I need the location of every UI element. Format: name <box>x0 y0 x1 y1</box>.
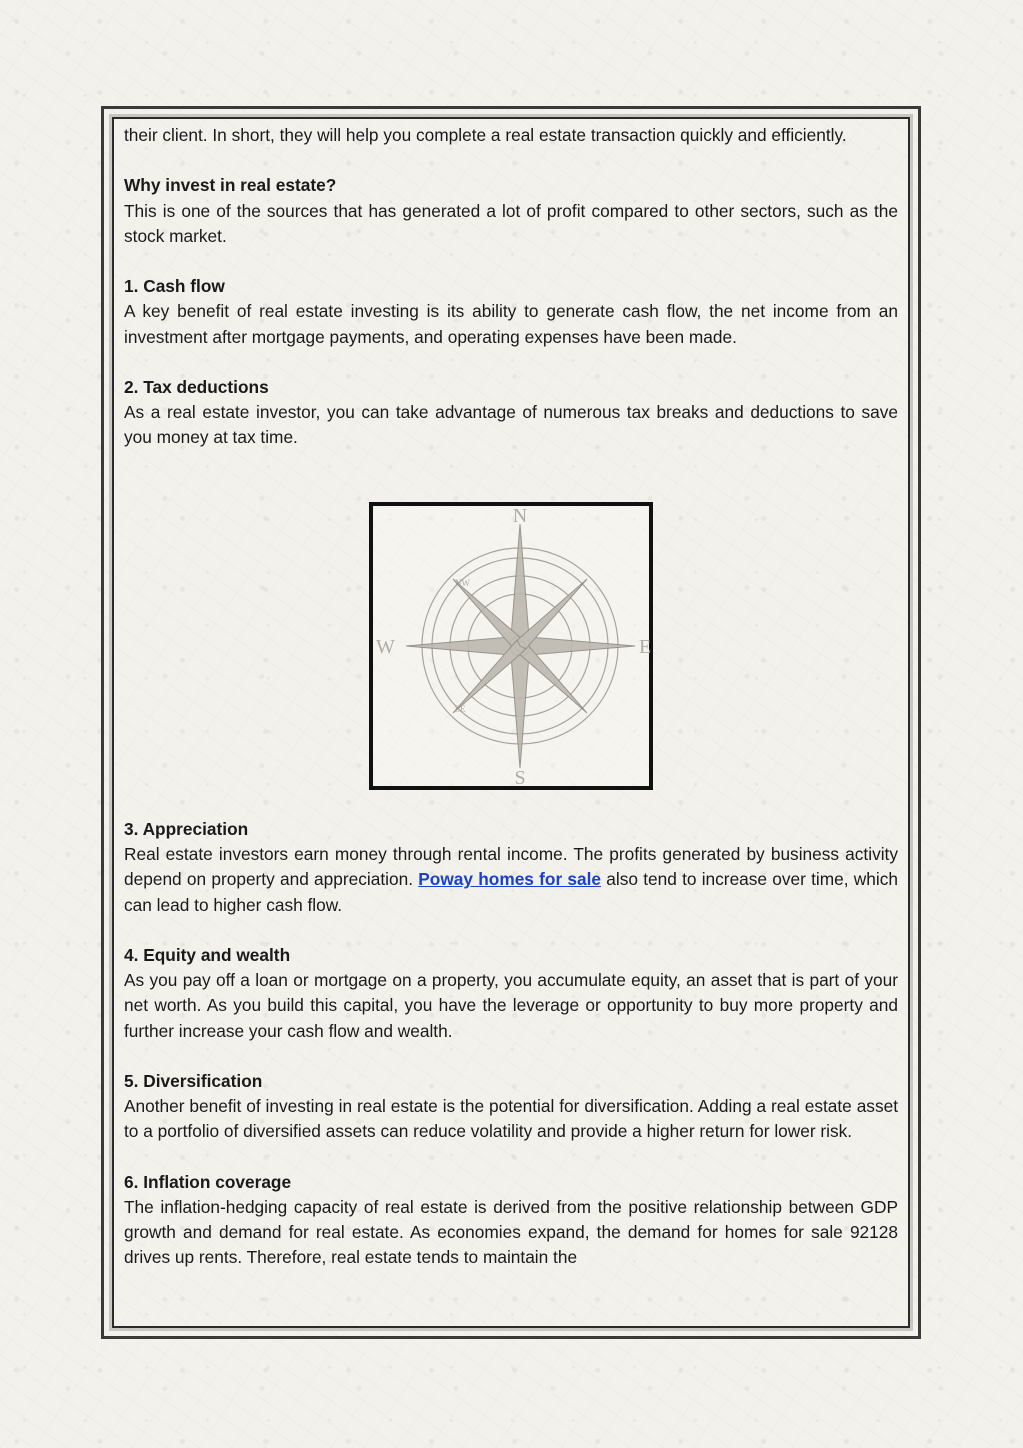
equity-paragraph: As you pay off a loan or mortgage on a property, you accumulate equity, an asset that is part of your net worth. As you build this capital, you have the leverage or opportunity to buy more property and further increase your cash flow and wealth. <box>124 970 898 1041</box>
inflation-paragraph: The inflation-hedging capacity of real estate is derived from the positive relationship between GDP growth and demand for real estate. As economies expand, the demand for homes for sale 92128 drives up rents. Therefore, real estate tends to maintain the <box>124 1197 898 1268</box>
tax-deductions-heading: 2. Tax deductions <box>124 376 269 397</box>
compass-letter-se: SE <box>455 704 466 714</box>
why-invest-paragraph: This is one of the sources that has generated a lot of profit compared to other sectors, such as the stock market. <box>124 200 898 246</box>
cash-flow-paragraph: A key benefit of real estate investing is its ability to generate cash flow, the net income from an investment after mortgage payments, and operating expenses have been made. <box>124 301 898 347</box>
appreciation-text-b: also tend to increase over time, which can lead to higher cash flow. <box>124 869 898 915</box>
compass-rose-icon <box>373 505 652 789</box>
why-invest-heading: Why invest in real estate? <box>124 175 337 196</box>
intro-paragraph: their client. In short, they will help you complete a real estate transaction quickly and efficiently. <box>124 125 847 145</box>
compass-letter-n: N <box>512 505 528 527</box>
inflation-heading: 6. Inflation coverage <box>124 1171 292 1192</box>
upper-text-block <box>124 123 898 451</box>
tax-deductions-paragraph: As a real estate investor, you can take advantage of numerous tax breaks and deductions to save you money at tax time. <box>124 402 898 448</box>
compass-letter-e: E <box>639 636 652 658</box>
appreciation-heading: 3. Appreciation <box>124 819 249 839</box>
appreciation-text-a: Real estate investors earn money through rental income. The profits generated by business activity depend on property and appreciation. <box>124 844 898 890</box>
poway-homes-link[interactable]: Poway homes for sale <box>418 869 602 890</box>
compass-rose-figure <box>369 502 653 790</box>
compass-letter-s: S <box>514 767 526 789</box>
compass-letter-w: W <box>376 636 395 658</box>
diversification-heading: 5. Diversification <box>124 1071 263 1091</box>
appreciation-paragraph <box>124 842 898 918</box>
equity-heading: 4. Equity and wealth <box>124 945 291 965</box>
lower-text-block <box>124 817 898 1271</box>
cash-flow-heading: 1. Cash flow <box>124 276 225 297</box>
compass-letter-nw: NW <box>455 578 470 588</box>
diversification-paragraph: Another benefit of investing in real estate is the potential for diversification. Adding a real estate asset to a portfolio of diversified assets can reduce volatility and provide a higher return for lower risk. <box>124 1096 898 1142</box>
